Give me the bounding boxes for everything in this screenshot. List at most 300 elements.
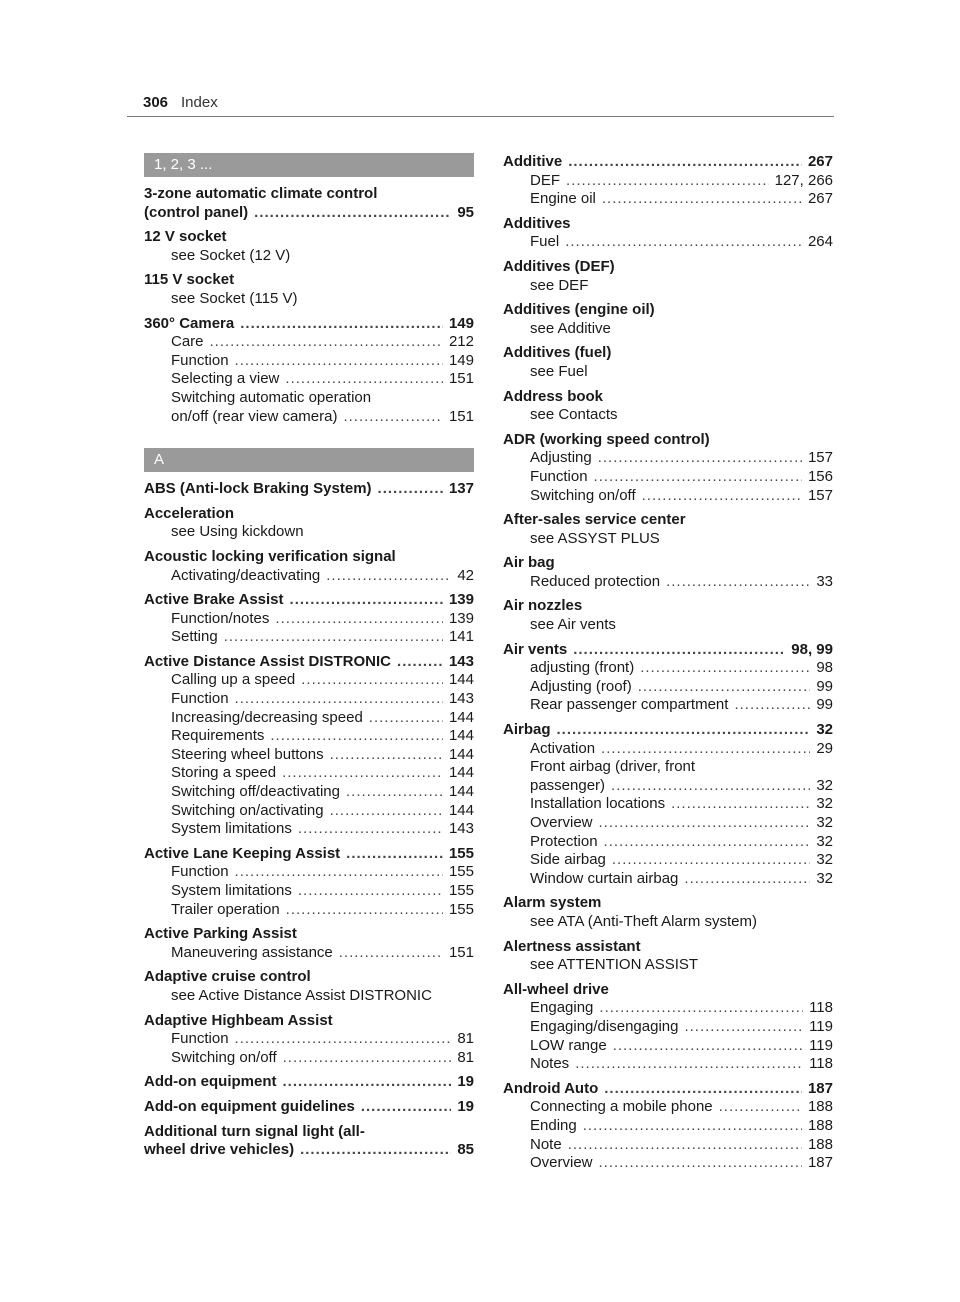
leader-dots xyxy=(330,746,443,765)
index-subterm xyxy=(503,468,833,487)
index-subterm xyxy=(144,610,474,629)
leader-dots xyxy=(602,190,802,209)
leader-dots xyxy=(235,352,443,371)
leader-dots xyxy=(339,944,443,963)
leader-dots xyxy=(282,1073,451,1092)
term-text: Setting xyxy=(171,628,218,646)
index-term xyxy=(503,431,833,450)
index-entry xyxy=(144,845,474,919)
page-reference: 127, 266 xyxy=(774,171,833,189)
term-text: see Fuel xyxy=(530,362,588,380)
leader-dots xyxy=(640,659,810,678)
term-text: Adaptive cruise control xyxy=(144,968,311,986)
page-reference: 187 xyxy=(807,1154,833,1172)
term-text: Add-on equipment guidelines xyxy=(144,1097,355,1115)
term-text: see Contacts xyxy=(530,406,618,424)
page-reference: 144 xyxy=(448,671,474,689)
leader-dots xyxy=(378,480,443,499)
index-subterm xyxy=(503,777,833,796)
term-text: Android Auto xyxy=(503,1079,599,1097)
term-text: Side airbag xyxy=(530,851,606,869)
term-text: Switching off/deactivating xyxy=(171,783,340,801)
term-text: 360° Camera xyxy=(144,314,235,332)
index-entry xyxy=(144,271,474,308)
index-term xyxy=(144,591,474,610)
term-text: Rear passenger compartment xyxy=(530,696,729,714)
page-reference: 144 xyxy=(448,727,474,745)
index-term xyxy=(144,315,474,334)
term-text: see Active Distance Assist DISTRONIC xyxy=(171,986,432,1004)
index-term xyxy=(503,981,833,1000)
index-entry xyxy=(144,968,474,1005)
term-text: Reduced protection xyxy=(530,572,661,590)
page-reference: 149 xyxy=(448,314,474,332)
index-subterm xyxy=(503,406,833,425)
term-text: Ending xyxy=(530,1116,577,1134)
term-text: Function xyxy=(171,351,229,369)
index-entry xyxy=(503,153,833,209)
index-entry xyxy=(503,388,833,425)
term-text: Add-on equipment xyxy=(144,1073,277,1091)
term-text: Additives (engine oil) xyxy=(503,301,655,319)
index-subterm xyxy=(144,352,474,371)
term-text: System limitations xyxy=(171,820,292,838)
term-text: All-wheel drive xyxy=(503,980,609,998)
index-entry xyxy=(503,721,833,888)
page-reference: 144 xyxy=(448,708,474,726)
term-text: Engine oil xyxy=(530,190,596,208)
index-subterm xyxy=(503,320,833,339)
index-entry xyxy=(144,591,474,647)
term-text: Function xyxy=(171,690,229,708)
index-subterm xyxy=(144,882,474,901)
page-title: Index xyxy=(181,94,218,111)
index-column-left xyxy=(144,153,474,1166)
term-text: Selecting a view xyxy=(171,370,280,388)
page-reference: 32 xyxy=(816,721,833,739)
term-text: Trailer operation xyxy=(171,900,280,918)
index-entry xyxy=(503,597,833,634)
page-reference: 155 xyxy=(448,863,474,881)
term-text: (control panel) xyxy=(144,203,249,221)
leader-dots xyxy=(275,610,443,629)
term-text: Calling up a speed xyxy=(171,671,296,689)
term-text: Overview xyxy=(530,1154,593,1172)
term-text: Switching automatic operation xyxy=(171,388,372,406)
leader-dots xyxy=(282,764,443,783)
page-reference: 81 xyxy=(457,1030,474,1048)
index-term xyxy=(144,228,474,247)
term-text: Additives (DEF) xyxy=(503,257,615,275)
term-text: Engaging/disengaging xyxy=(530,1017,679,1035)
index-subterm xyxy=(144,783,474,802)
index-subterm xyxy=(144,247,474,266)
index-entry xyxy=(503,981,833,1074)
index-subterm xyxy=(503,530,833,549)
leader-dots xyxy=(719,1098,802,1117)
page-reference: 155 xyxy=(448,900,474,918)
term-text: Active Lane Keeping Assist xyxy=(144,844,341,862)
page-reference: 139 xyxy=(448,591,474,609)
leader-dots xyxy=(565,233,802,252)
leader-dots xyxy=(599,1154,802,1173)
index-subterm xyxy=(144,671,474,690)
leader-dots xyxy=(684,870,810,889)
index-entry xyxy=(144,1098,474,1117)
term-text: Function/notes xyxy=(171,609,270,627)
term-text: Activating/deactivating xyxy=(171,566,321,584)
page-reference: 144 xyxy=(448,764,474,782)
index-subterm xyxy=(144,290,474,309)
leader-dots xyxy=(611,777,810,796)
index-term xyxy=(144,204,474,223)
index-term xyxy=(144,480,474,499)
index-term xyxy=(144,925,474,944)
index-subterm xyxy=(503,363,833,382)
page-reference: 99 xyxy=(816,677,833,695)
leader-dots xyxy=(599,999,803,1018)
index-entry xyxy=(503,301,833,338)
page-reference: 151 xyxy=(448,407,474,425)
index-entry xyxy=(144,505,474,542)
index-entry xyxy=(144,548,474,585)
term-text: Air nozzles xyxy=(503,597,583,615)
index-term xyxy=(144,1012,474,1031)
term-text: 12 V socket xyxy=(144,228,227,246)
leader-dots xyxy=(298,820,443,839)
index-term xyxy=(144,1098,474,1117)
index-subterm xyxy=(503,1018,833,1037)
term-text: Alertness assistant xyxy=(503,937,641,955)
index-subterm xyxy=(503,1117,833,1136)
page-reference: 267 xyxy=(807,153,833,170)
index-entry xyxy=(144,480,474,499)
term-text: Front airbag (driver, front xyxy=(530,758,696,776)
index-subterm xyxy=(503,487,833,506)
index-subterm xyxy=(503,616,833,635)
term-text: Additives xyxy=(503,214,571,232)
index-entry xyxy=(503,894,833,931)
term-text: Care xyxy=(171,333,204,351)
leader-dots xyxy=(290,591,443,610)
leader-dots xyxy=(397,653,443,672)
leader-dots xyxy=(343,408,443,427)
page-reference: 187 xyxy=(807,1079,833,1097)
page-reference: 32 xyxy=(816,795,833,813)
page-reference: 98, 99 xyxy=(791,640,833,658)
term-text: Engaging xyxy=(530,999,594,1017)
term-text: Airbag xyxy=(503,721,551,739)
page-reference: 137 xyxy=(448,480,474,498)
leader-dots xyxy=(270,727,443,746)
leader-dots xyxy=(666,573,810,592)
page-number: 306 xyxy=(143,94,169,111)
index-subterm xyxy=(144,746,474,765)
page-reference: 144 xyxy=(448,783,474,801)
index-subterm xyxy=(144,690,474,709)
page-reference: 19 xyxy=(457,1097,474,1115)
index-term xyxy=(144,1073,474,1092)
term-text: Maneuvering assistance xyxy=(171,943,333,961)
index-subterm xyxy=(503,573,833,592)
term-text: see Socket (115 V) xyxy=(171,289,298,307)
index-entry xyxy=(503,938,833,975)
leader-dots xyxy=(361,1098,451,1117)
term-text: wheel drive vehicles) xyxy=(144,1141,295,1159)
index-term xyxy=(144,271,474,290)
term-text: System limitations xyxy=(171,882,292,899)
leader-dots xyxy=(568,1136,802,1155)
term-text: passenger) xyxy=(530,776,606,794)
term-text: Function xyxy=(530,467,588,485)
leader-dots xyxy=(604,1080,802,1099)
page-reference: 32 xyxy=(816,869,833,887)
index-term xyxy=(503,153,833,172)
index-subterm xyxy=(503,172,833,191)
term-text: 115 V socket xyxy=(144,271,235,289)
index-subterm xyxy=(144,764,474,783)
index-entry xyxy=(144,925,474,962)
section-header: 1, 2, 3 ... xyxy=(144,153,474,177)
term-text: Protection xyxy=(530,832,598,850)
leader-dots xyxy=(642,487,802,506)
index-subterm xyxy=(144,370,474,389)
leader-dots xyxy=(613,1037,803,1056)
leader-dots xyxy=(734,696,810,715)
index-subterm xyxy=(144,389,474,408)
term-text: Installation locations xyxy=(530,795,666,813)
index-term xyxy=(503,554,833,573)
index-subterm xyxy=(503,999,833,1018)
page-reference: 32 xyxy=(816,814,833,831)
leader-dots xyxy=(575,1055,803,1074)
leader-dots xyxy=(638,678,811,697)
index-subterm xyxy=(144,944,474,963)
page-reference: 188 xyxy=(807,1098,833,1116)
index-subterm xyxy=(144,901,474,920)
index-term xyxy=(144,185,474,204)
index-term xyxy=(503,597,833,616)
term-text: Air bag xyxy=(503,554,555,572)
leader-dots xyxy=(301,671,443,690)
leader-dots xyxy=(235,690,443,709)
term-text: see ATTENTION ASSIST xyxy=(530,956,699,974)
index-subterm xyxy=(144,987,474,1006)
index-term xyxy=(503,894,833,913)
leader-dots xyxy=(583,1117,802,1136)
index-subterm xyxy=(144,802,474,821)
leader-dots xyxy=(300,1141,451,1160)
page-reference: 157 xyxy=(807,449,833,467)
index-term xyxy=(503,344,833,363)
index-entry xyxy=(503,215,833,252)
page-reference: 118 xyxy=(809,1055,833,1073)
index-subterm xyxy=(144,408,474,427)
index-column-right xyxy=(503,153,833,1179)
index-term xyxy=(144,505,474,524)
index-entry xyxy=(144,1123,474,1160)
term-text: Adaptive Highbeam Assist xyxy=(144,1011,333,1029)
term-text: Active Brake Assist xyxy=(144,591,284,609)
index-subterm xyxy=(144,820,474,839)
index-subterm xyxy=(503,1136,833,1155)
page-reference: 188 xyxy=(807,1135,833,1153)
index-subterm xyxy=(503,277,833,296)
index-entry xyxy=(144,185,474,222)
page-reference: 29 xyxy=(816,739,833,757)
index-entry xyxy=(144,315,474,427)
term-text: Active Parking Assist xyxy=(144,925,297,943)
page-reference: 32 xyxy=(816,832,833,850)
page-reference: 143 xyxy=(448,690,474,708)
index-term xyxy=(503,1080,833,1099)
term-text: Storing a speed xyxy=(171,764,277,782)
index-subterm xyxy=(503,449,833,468)
page-reference: 98 xyxy=(816,659,833,677)
term-text: Acoustic locking verification signal xyxy=(144,547,396,565)
index-term xyxy=(503,215,833,234)
index-term xyxy=(144,968,474,987)
index-subterm xyxy=(503,833,833,852)
index-subterm xyxy=(503,190,833,209)
page-reference: 188 xyxy=(807,1116,833,1134)
leader-dots xyxy=(330,802,443,821)
term-text: Active Distance Assist DISTRONIC xyxy=(144,652,392,670)
page-reference: 141 xyxy=(448,628,474,646)
term-text: see Additive xyxy=(530,319,611,337)
index-subterm xyxy=(503,1037,833,1056)
term-text: Additives (fuel) xyxy=(503,344,612,362)
index-entry xyxy=(503,1080,833,1173)
term-text: Fuel xyxy=(530,233,560,251)
leader-dots xyxy=(235,863,443,882)
index-term xyxy=(503,938,833,957)
index-entry xyxy=(503,258,833,295)
term-text: Alarm system xyxy=(503,894,602,912)
index-subterm xyxy=(503,814,833,833)
page-reference: 42 xyxy=(457,566,474,584)
leader-dots xyxy=(599,814,811,833)
leader-dots xyxy=(326,567,451,586)
leader-dots xyxy=(557,721,811,740)
leader-dots xyxy=(594,468,802,487)
leader-dots xyxy=(240,315,443,334)
page-reference: 156 xyxy=(807,467,833,485)
index-term xyxy=(503,721,833,740)
page-reference: 19 xyxy=(457,1073,474,1091)
term-text: ADR (working speed control) xyxy=(503,430,710,448)
index-entry xyxy=(144,653,474,839)
term-text: Requirements xyxy=(171,727,265,745)
page-reference: 32 xyxy=(816,851,833,869)
page-reference: 155 xyxy=(448,844,474,862)
index-subterm xyxy=(144,863,474,882)
leader-dots xyxy=(283,1049,452,1068)
index-subterm xyxy=(503,913,833,932)
term-text: ABS (Anti-lock Braking System) xyxy=(144,480,372,498)
term-text: Note xyxy=(530,1135,562,1153)
index-subterm xyxy=(144,628,474,647)
term-text: Switching on/off xyxy=(530,486,636,504)
term-text: DEF xyxy=(530,171,560,189)
leader-dots xyxy=(604,833,811,852)
leader-dots xyxy=(224,628,443,647)
index-subterm xyxy=(144,709,474,728)
index-entry xyxy=(503,554,833,591)
page-reference: 155 xyxy=(448,882,474,899)
index-subterm xyxy=(503,956,833,975)
index-entry xyxy=(144,1012,474,1068)
term-text: Address book xyxy=(503,387,604,405)
term-text: Steering wheel buttons xyxy=(171,745,324,763)
index-subterm xyxy=(144,523,474,542)
term-text: Switching on/off xyxy=(171,1048,277,1066)
leader-dots xyxy=(601,740,810,759)
index-subterm xyxy=(503,851,833,870)
page-reference: 264 xyxy=(807,233,833,251)
index-term xyxy=(144,1141,474,1160)
index-subterm xyxy=(503,233,833,252)
term-text: see Using kickdown xyxy=(171,523,304,541)
term-text: Connecting a mobile phone xyxy=(530,1098,713,1116)
index-subterm xyxy=(503,659,833,678)
index-subterm xyxy=(503,1154,833,1173)
term-text: Overview xyxy=(530,814,593,831)
page-reference: 149 xyxy=(448,351,474,369)
page-reference: 99 xyxy=(816,696,833,714)
term-text: Adjusting xyxy=(530,449,592,467)
term-text: Additional turn signal light (all- xyxy=(144,1122,365,1140)
term-text: see Air vents xyxy=(530,616,616,634)
term-text: Additive xyxy=(503,153,563,170)
leader-dots xyxy=(286,901,443,920)
index-subterm xyxy=(503,696,833,715)
leader-dots xyxy=(235,1030,452,1049)
page-reference: 151 xyxy=(448,943,474,961)
page-reference: 32 xyxy=(816,776,833,794)
leader-dots xyxy=(612,851,810,870)
index-subterm xyxy=(144,333,474,352)
term-text: Notes xyxy=(530,1055,570,1073)
leader-dots xyxy=(598,449,802,468)
term-text: Activation xyxy=(530,739,596,757)
page-reference: 33 xyxy=(816,572,833,590)
term-text: on/off (rear view camera) xyxy=(171,407,338,425)
page-reference: 119 xyxy=(809,1036,833,1054)
index-subterm xyxy=(503,1055,833,1074)
term-text: LOW range xyxy=(530,1036,607,1054)
leader-dots xyxy=(568,153,802,172)
page-reference: 157 xyxy=(807,486,833,504)
leader-dots xyxy=(369,709,443,728)
index-entry xyxy=(144,228,474,265)
index-entry xyxy=(503,344,833,381)
page-reference: 144 xyxy=(448,745,474,763)
index-term xyxy=(503,388,833,407)
index-term xyxy=(144,548,474,567)
leader-dots xyxy=(573,641,785,660)
leader-dots xyxy=(346,783,443,802)
page-reference: 81 xyxy=(457,1048,474,1066)
index-entry xyxy=(503,641,833,715)
leader-dots xyxy=(346,845,443,864)
term-text: Switching on/activating xyxy=(171,801,324,819)
page-reference: 119 xyxy=(809,1017,833,1035)
index-term xyxy=(503,301,833,320)
index-subterm xyxy=(503,678,833,697)
term-text: Acceleration xyxy=(144,504,235,522)
term-text: Increasing/decreasing speed xyxy=(171,708,363,726)
